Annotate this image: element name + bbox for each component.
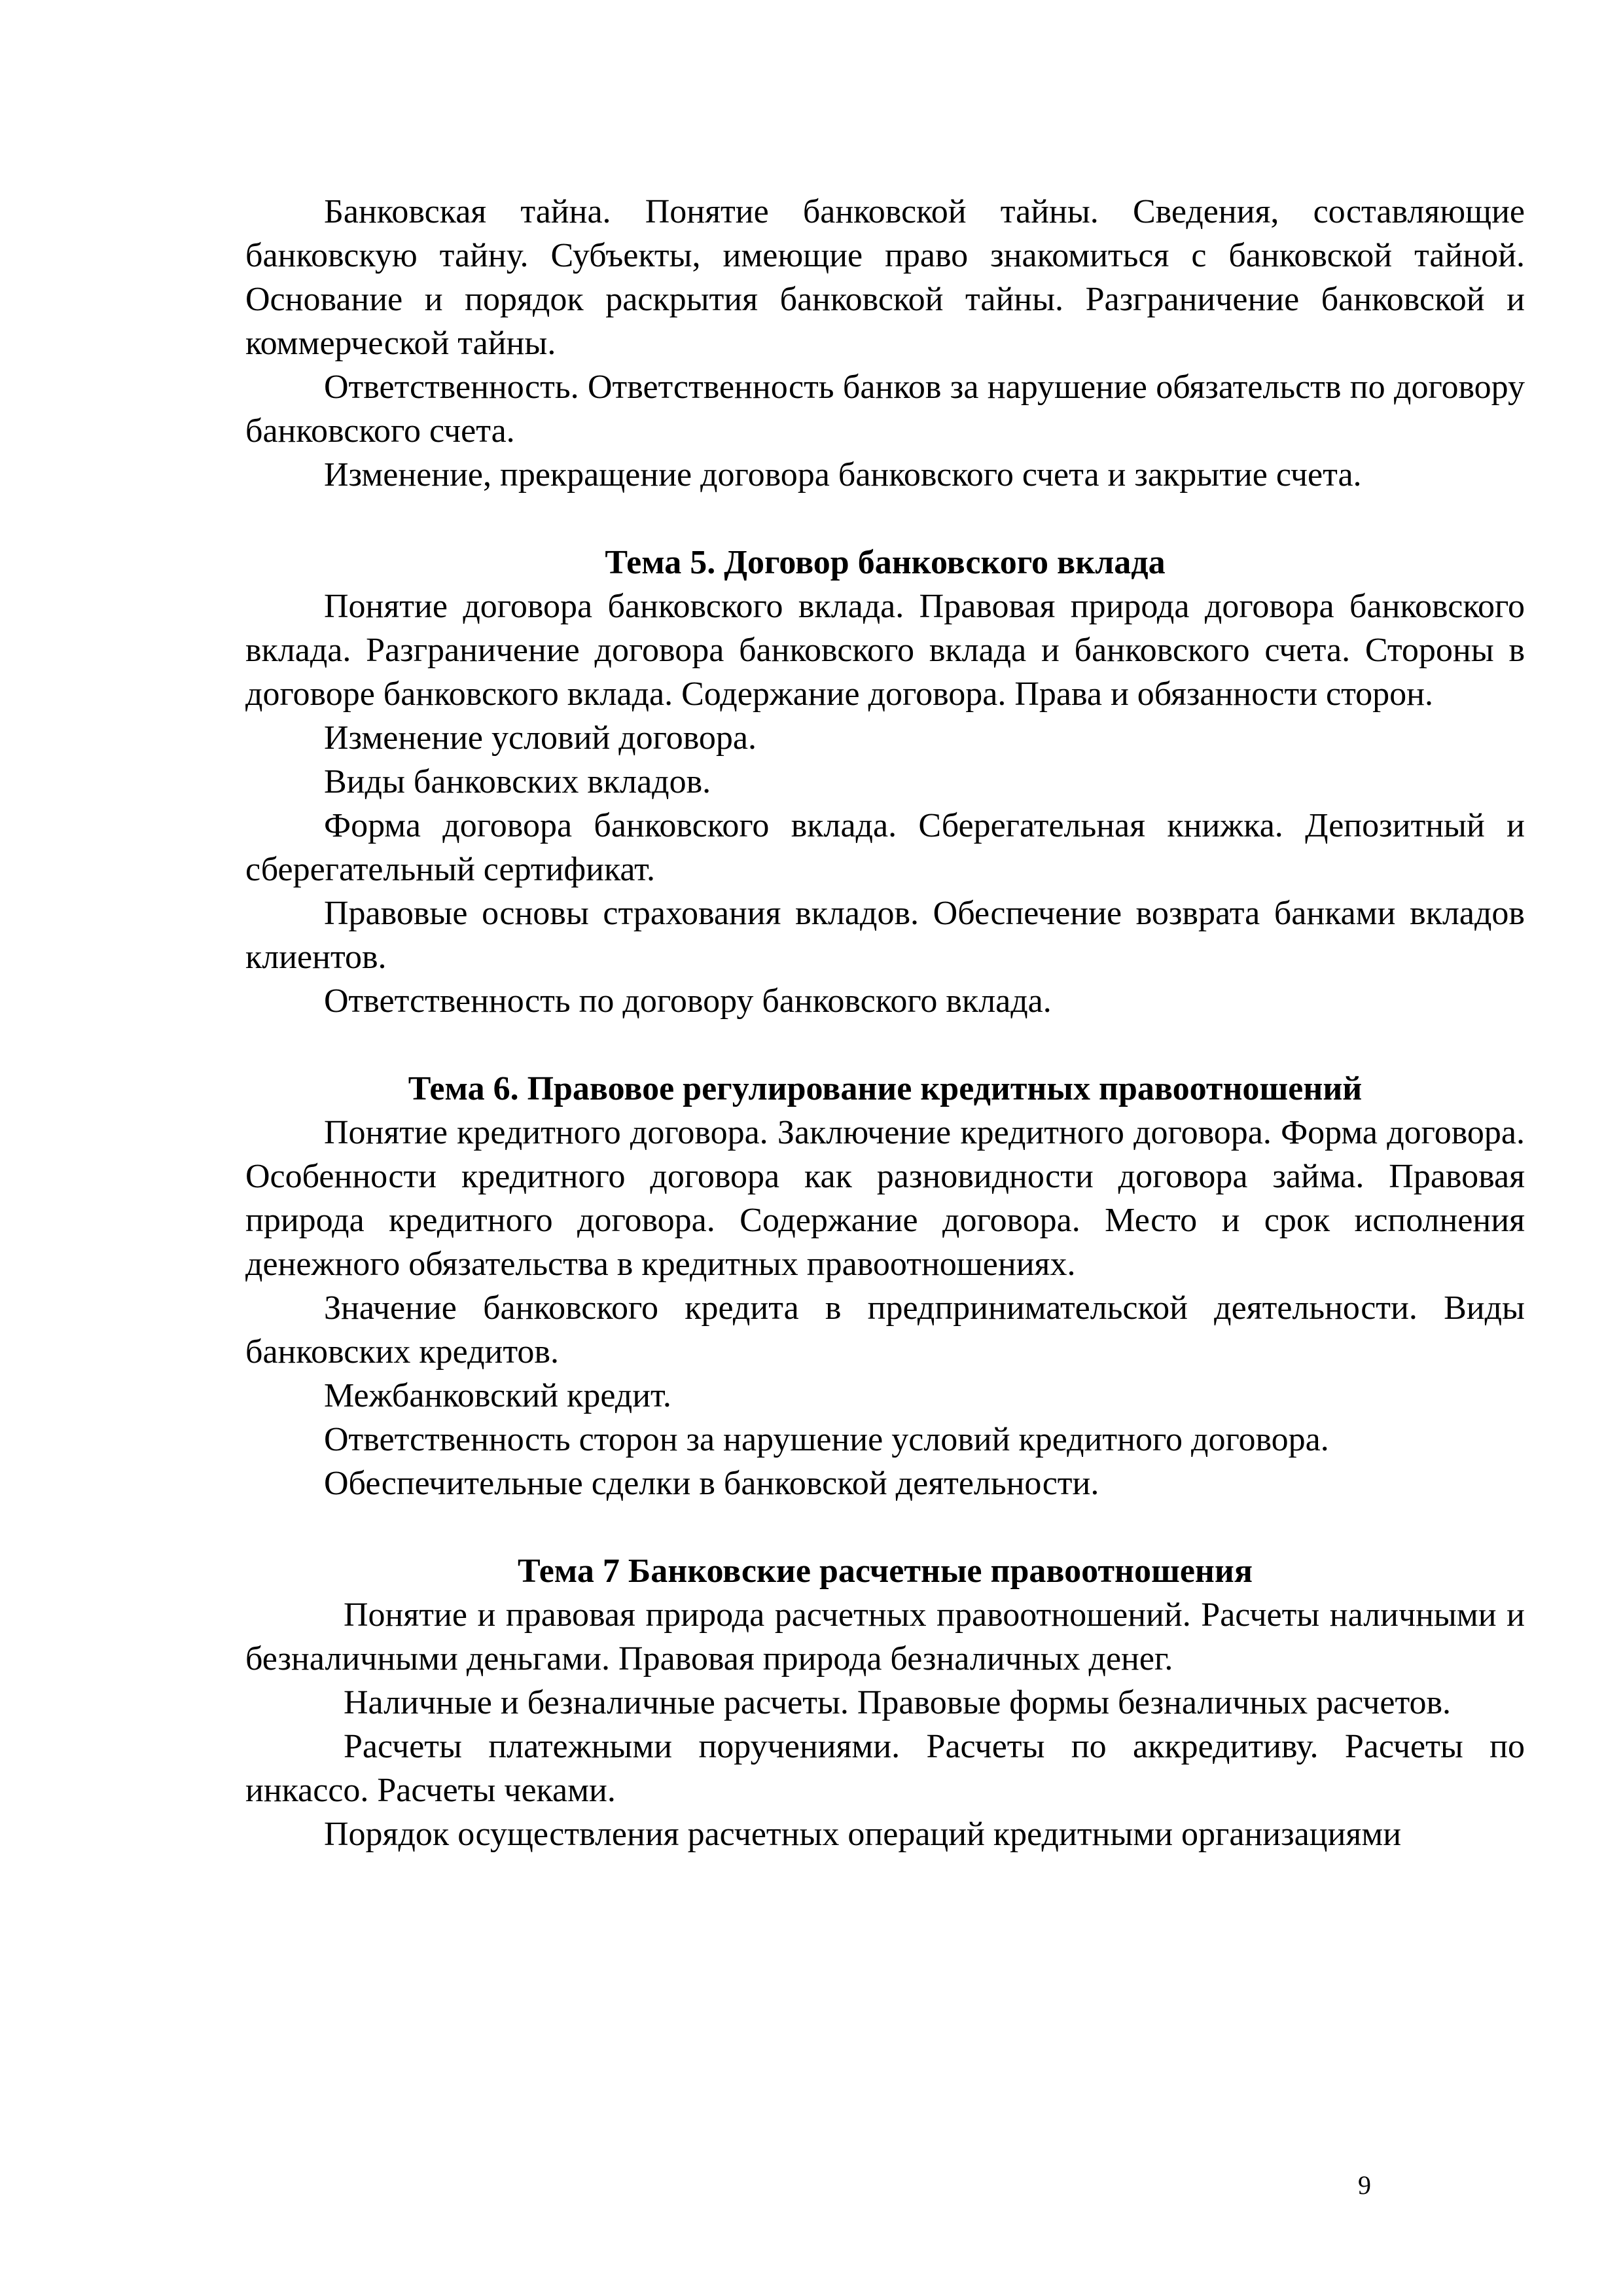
section-heading: Тема 5. Договор банковского вклада (605, 544, 1166, 581)
section-topic-7 (245, 1549, 1525, 1856)
section-topic-5 (245, 541, 1525, 1023)
paragraph: Банковская тайна. Понятие банковской тайны. Сведения, составляющие банковскую тайну. Субъекты, имеющие право знакомиться с банковской тайной. Основание и порядок раскрытия банковской тайны. Разграничение банковской и коммерческой тайны. (245, 193, 1525, 362)
section-bank-secrecy (245, 190, 1525, 497)
paragraph: Понятие и правовая природа расчетных правоотношений. Расчеты наличными и безналичными деньгами. Правовая природа безналичных денег. (245, 1596, 1525, 1677)
paragraph: Ответственность сторон за нарушение условий кредитного договора. (324, 1421, 1329, 1458)
paragraph: Ответственность. Ответственность банков за нарушение обязательств по договору банковского счета. (245, 368, 1525, 450)
paragraph: Межбанковский кредит. (324, 1377, 671, 1414)
paragraph: Понятие кредитного договора. Заключение кредитного договора. Форма договора. Особенности кредитного договора как разновидности договора займа. Правовая природа кредитного договора. Содержание договора. Место и срок исполнения денежного обязательства в кредитных правоотношениях. (245, 1114, 1525, 1283)
paragraph: Форма договора банковского вклада. Сберегательная книжка. Депозитный и сберегательный сертификат. (245, 807, 1525, 888)
paragraph: Расчеты платежными поручениями. Расчеты по аккредитиву. Расчеты по инкассо. Расчеты чеками. (245, 1728, 1525, 1809)
section-gap (245, 1023, 1525, 1067)
section-topic-6 (245, 1067, 1525, 1505)
section-gap (245, 1505, 1525, 1549)
paragraph: Наличные и безналичные расчеты. Правовые формы безналичных расчетов. (344, 1684, 1452, 1721)
paragraph: Понятие договора банковского вклада. Правовая природа договора банковского вклада. Разграничение договора банковского вклада и банковского счета. Стороны в договоре банковского вклада. Содержание договора. Права и обязанности сторон. (245, 588, 1525, 713)
paragraph: Изменение, прекращение договора банковского счета и закрытие счета. (324, 456, 1362, 493)
page-number: 9 (1358, 2170, 1371, 2200)
page-content (245, 190, 1525, 1856)
paragraph: Виды банковских вкладов. (324, 763, 711, 800)
section-heading: Тема 6. Правовое регулирование кредитных правоотношений (408, 1070, 1363, 1107)
paragraph: Порядок осуществления расчетных операций кредитными организациями (324, 1816, 1402, 1853)
paragraph: Изменение условий договора. (324, 719, 757, 757)
paragraph: Обеспечительные сделки в банковской деятельности. (324, 1465, 1099, 1502)
section-heading: Тема 7 Банковские расчетные правоотношения (518, 1552, 1253, 1590)
paragraph: Значение банковского кредита в предпринимательской деятельности. Виды банковских кредитов. (245, 1289, 1525, 1371)
paragraph: Ответственность по договору банковского вклада. (324, 982, 1052, 1020)
paragraph: Правовые основы страхования вкладов. Обеспечение возврата банками вкладов клиентов. (245, 895, 1525, 976)
section-gap (245, 497, 1525, 541)
